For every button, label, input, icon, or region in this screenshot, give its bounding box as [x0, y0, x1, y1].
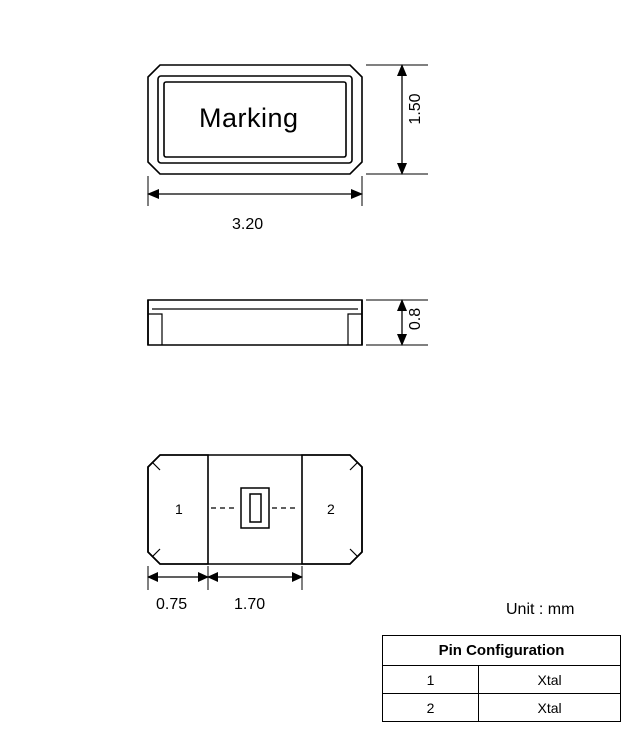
- pad-left-chamfer-tl: [152, 462, 160, 470]
- arrow-left-gap: [207, 572, 218, 582]
- arrow-right-gap: [292, 572, 303, 582]
- top-view-width-dimension: 3.20: [232, 216, 264, 233]
- pin-configuration-title: Pin Configuration: [383, 636, 621, 666]
- pad-right-chamfer-tr: [350, 462, 358, 470]
- top-view-height-dimension: 1.50: [407, 93, 424, 125]
- pin-function-cell: Xtal: [479, 666, 621, 694]
- arrow-up-side: [397, 299, 407, 311]
- bottom-view-pad-dimension: 0.75: [156, 596, 188, 613]
- arrow-left-pad: [147, 572, 158, 582]
- table-row: [383, 694, 621, 722]
- bottom-view-gap-dimension: 1.70: [234, 596, 266, 613]
- side-view-thickness-dimension: 0.8: [407, 307, 424, 331]
- pin-function-cell: Xtal: [479, 694, 621, 722]
- table-header-row: [383, 636, 621, 666]
- side-view-terminal-right: [348, 314, 362, 345]
- pin-number-cell: 1: [383, 666, 479, 694]
- arrow-down-top: [397, 163, 407, 175]
- arrow-left-top: [147, 189, 159, 199]
- table-row: [383, 666, 621, 694]
- crystal-symbol-inner: [250, 494, 261, 522]
- arrow-down-side: [397, 334, 407, 346]
- unit-label: Unit : mm: [506, 601, 575, 618]
- arrow-right-top: [351, 189, 363, 199]
- pin-1-number: 1: [175, 501, 183, 517]
- pad-right-chamfer-br: [350, 549, 358, 557]
- pin-2-number: 2: [327, 501, 335, 517]
- pin-number-cell: 2: [383, 694, 479, 722]
- marking-label: Marking: [199, 103, 299, 133]
- arrow-up-top: [397, 64, 407, 76]
- side-view-outline: [148, 300, 362, 345]
- pad-left-chamfer-bl: [152, 549, 160, 557]
- pin-configuration-table: [382, 635, 621, 722]
- side-view-terminal-left: [148, 314, 162, 345]
